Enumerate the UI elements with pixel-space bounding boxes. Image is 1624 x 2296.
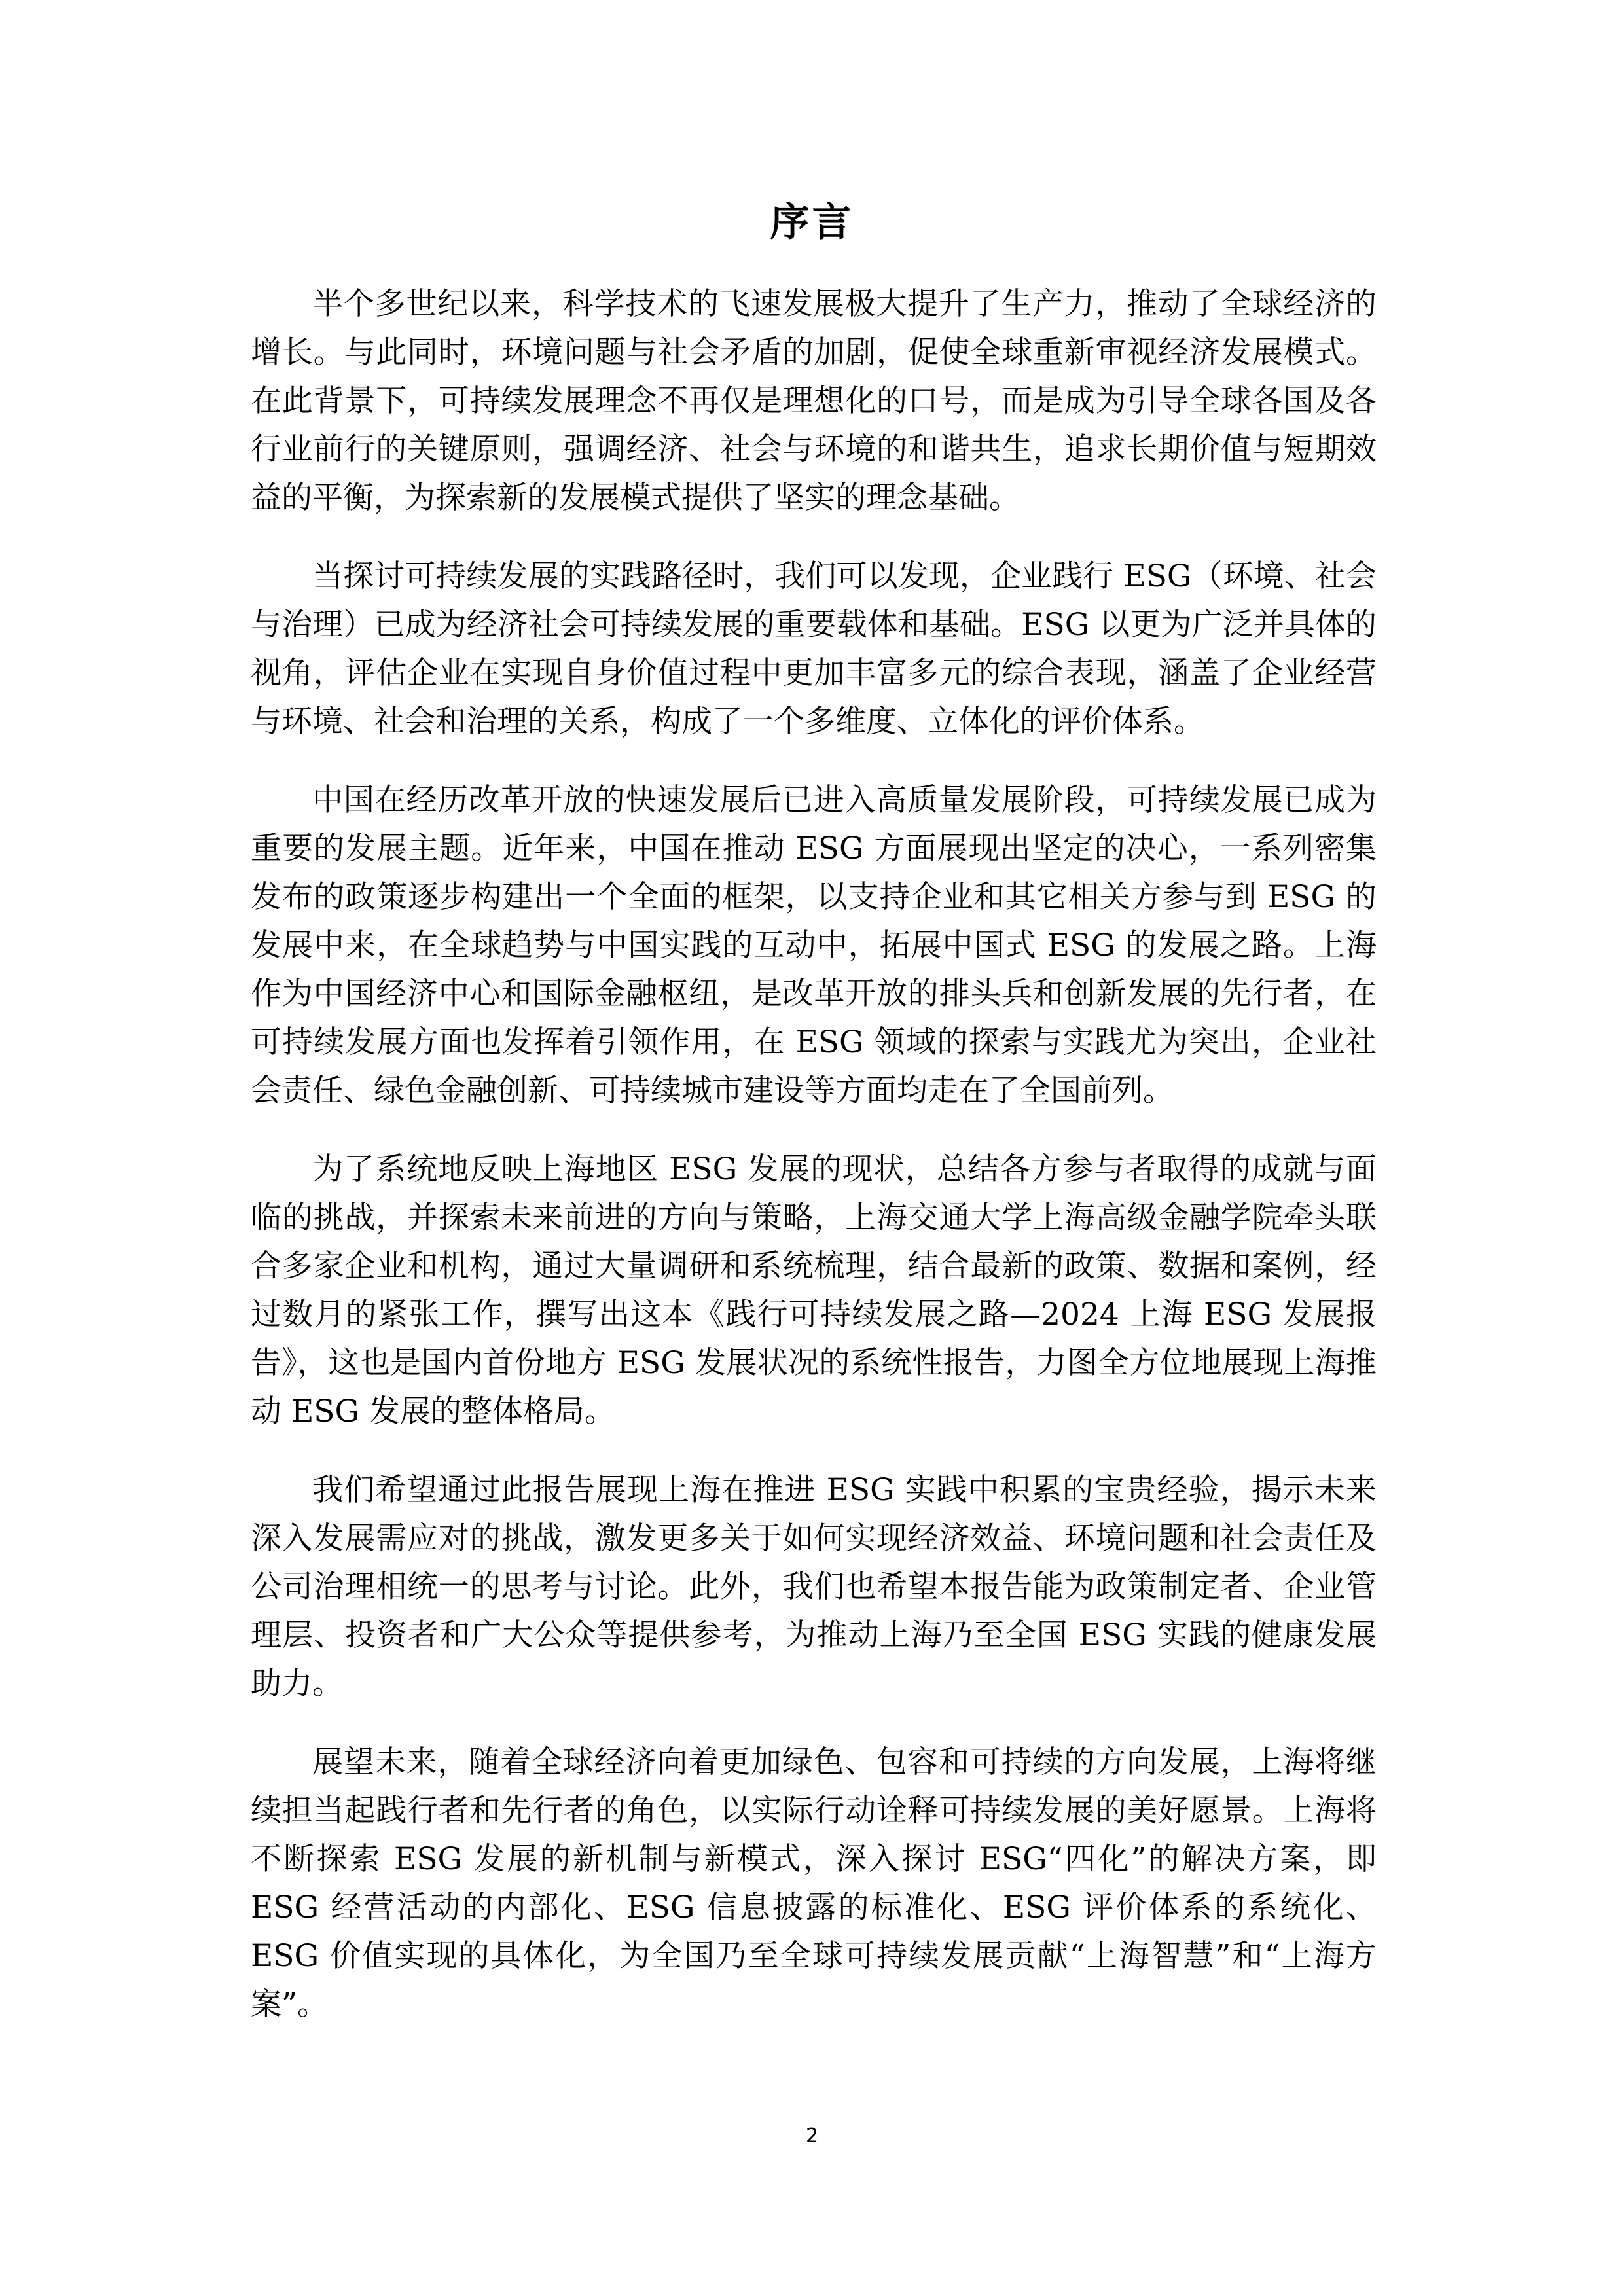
paragraph-5: 我们希望通过此报告展现上海在推进 ESG 实践中积累的宝贵经验，揭示未来深入发展需应对的挑战，激发更多关于如何实现经济效益、环境问题和社会责任及公司治理相统一的思考与讨论。此外，我们也希望本报告能为政策制定者、企业管理层、投资者和广大公众等提供参考，为推动上海乃至全国 ESG 实践的健康发展助力。 (251, 1472, 1377, 1702)
paragraph-4: 为了系统地反映上海地区 ESG 发展的现状，总结各方参与者取得的成就与面临的挑战，并探索未来前进的方向与策略，上海交通大学上海高级金融学院牵头联合多家企业和机构，通过大量调研和系统梳理，结合最新的政策、数据和案例，经过数月的紧张工作，撰写出这本《践行可持续发展之路—2024 上海 ESG 发展报告》，这也是国内首份地方 ESG 发展状况的系统性报告，力图全方位地展现上海推动 ESG 发展的整体格局。 (251, 1151, 1377, 1429)
page-title: 序言 (770, 200, 854, 245)
paragraph-1: 半个多世纪以来，科学技术的飞速发展极大提升了生产力，推动了全球经济的增长。与此同时，环境问题与社会矛盾的加剧，促使全球重新审视经济发展模式。在此背景下，可持续发展理念不再仅是理想化的口号，而是成为引导全球各国及各行业前行的关键原则，强调经济、社会与环境的和谐共生，追求长期价值与短期效益的平衡，为探索新的发展模式提供了坚实的理念基础。 (251, 286, 1377, 516)
paragraph-3: 中国在经历改革开放的快速发展后已进入高质量发展阶段，可持续发展已成为重要的发展主题。近年来，中国在推动 ESG 方面展现出坚定的决心，一系列密集发布的政策逐步构建出一个全面的框架，以支持企业和其它相关方参与到 ESG 的发展中来，在全球趋势与中国实践的互动中，拓展中国式 ESG 的发展之路。上海作为中国经济中心和国际金融枢纽，是改革开放的排头兵和创新发展的先行者，在可持续发展方面也发挥着引领作用，在 ESG 领域的探索与实践尤为突出，企业社会责任、绿色金融创新、可持续城市建设等方面均走在了全国前列。 (251, 782, 1377, 1109)
paragraph-6: 展望未来，随着全球经济向着更加绿色、包容和可持续的方向发展，上海将继续担当起践行者和先行者的角色，以实际行动诠释可持续发展的美好愿景。上海将不断探索 ESG 发展的新机制与新模式，深入探讨 ESG“四化”的解决方案，即 ESG 经营活动的内部化、ESG 信息披露的标准化、ESG 评价体系的系统化、ESG 价值实现的具体化，为全国乃至全球可持续发展贡献“上海智慧”和“上海方案”。 (251, 1744, 1377, 2022)
paragraph-2: 当探讨可持续发展的实践路径时，我们可以发现，企业践行 ESG（环境、社会与治理）已成为经济社会可持续发展的重要载体和基础。ESG 以更为广泛并具体的视角，评估企业在实现自身价值过程中更加丰富多元的综合表现，涵盖了企业经营与环境、社会和治理的关系，构成了一个多维度、立体化的评价体系。 (251, 558, 1377, 740)
page-number: 2 (805, 2125, 819, 2147)
document-body (251, 280, 1377, 2059)
